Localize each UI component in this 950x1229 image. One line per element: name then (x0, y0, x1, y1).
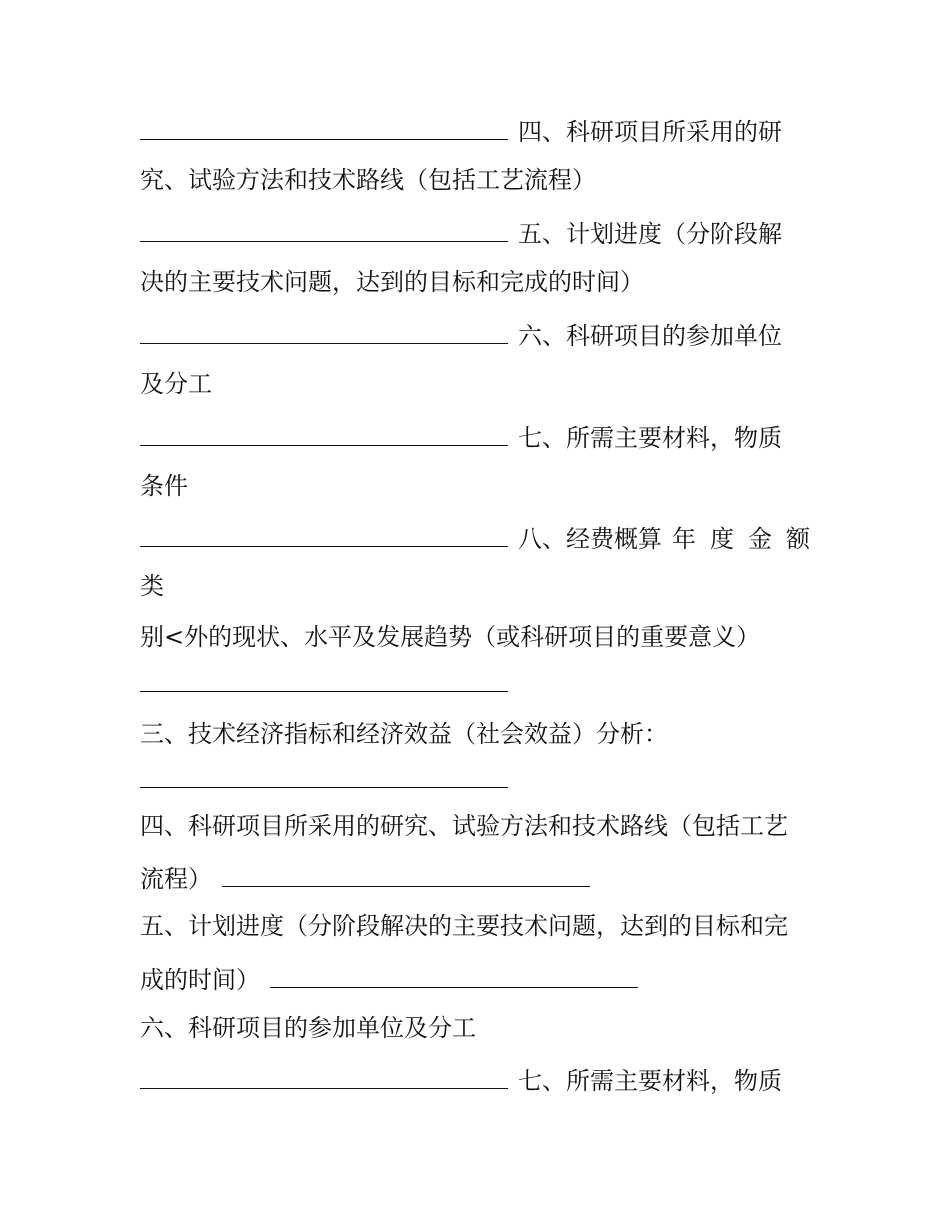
section-6-continued: 及分工 (140, 370, 212, 398)
section-5-continued: 决的主要技术问题，达到的目标和完成的时间） (140, 268, 644, 296)
text-line (140, 959, 638, 995)
section-6-heading: 六、科研项目的参加单位 (518, 322, 782, 350)
text-line (140, 663, 508, 699)
text-line (140, 518, 824, 554)
text-line (140, 619, 760, 655)
text-line (140, 468, 188, 504)
blank-line (140, 417, 508, 446)
section-3-heading: 三、技术经济指标和经济效益（社会效益）分析： (140, 720, 668, 748)
status-significance-line: 别<外的现状、水平及发展趋势（或科研项目的重要意义） (140, 623, 761, 651)
section-4-heading: 四、科研项目所采用的研 (518, 118, 782, 146)
text-line (140, 417, 782, 453)
blank-line (140, 759, 508, 788)
text-line (140, 315, 782, 351)
section-4-continued: 究、试验方法和技术路线（包括工艺流程） (140, 166, 596, 194)
section-7-heading: 七、所需主要材料，物质 (518, 424, 782, 452)
text-line (140, 858, 590, 894)
section-7-continued: 条件 (140, 472, 188, 500)
section-5-heading: 五、计划进度（分阶段解 (518, 220, 782, 248)
section-6-full-heading: 六、科研项目的参加单位及分工 (140, 1014, 476, 1042)
section-4-full-heading: 四、科研项目所采用的研究、试验方法和技术路线（包括工艺 (140, 812, 788, 840)
section-8-columns: 年度金额 (672, 525, 824, 553)
blank-line (140, 315, 508, 344)
blank-line (222, 858, 590, 887)
blank-line (140, 1060, 508, 1089)
blank-line (140, 111, 508, 140)
text-line (140, 1060, 782, 1096)
section-7-full-heading: 七、所需主要材料，物质 (518, 1067, 782, 1095)
text-line (140, 1010, 476, 1046)
text-line (140, 716, 668, 752)
text-line (140, 759, 508, 795)
text-line (140, 213, 782, 249)
section-8-continued: 类 (140, 572, 164, 600)
section-5-full-heading: 五、计划进度（分阶段解决的主要技术问题，达到的目标和完 (140, 912, 788, 940)
text-line (140, 264, 644, 300)
text-line (140, 568, 164, 604)
text-line (140, 111, 782, 147)
text-line (140, 808, 788, 844)
blank-line (140, 518, 508, 547)
section-8-heading: 八、经费概算 (518, 525, 662, 553)
text-line (140, 366, 212, 402)
text-line (140, 908, 788, 944)
blank-line (140, 663, 508, 692)
blank-line (140, 213, 508, 242)
section-4-full-continued: 流程） (140, 865, 212, 893)
section-5-full-continued: 成的时间） (140, 966, 260, 994)
text-line (140, 162, 596, 198)
blank-line (270, 959, 638, 988)
